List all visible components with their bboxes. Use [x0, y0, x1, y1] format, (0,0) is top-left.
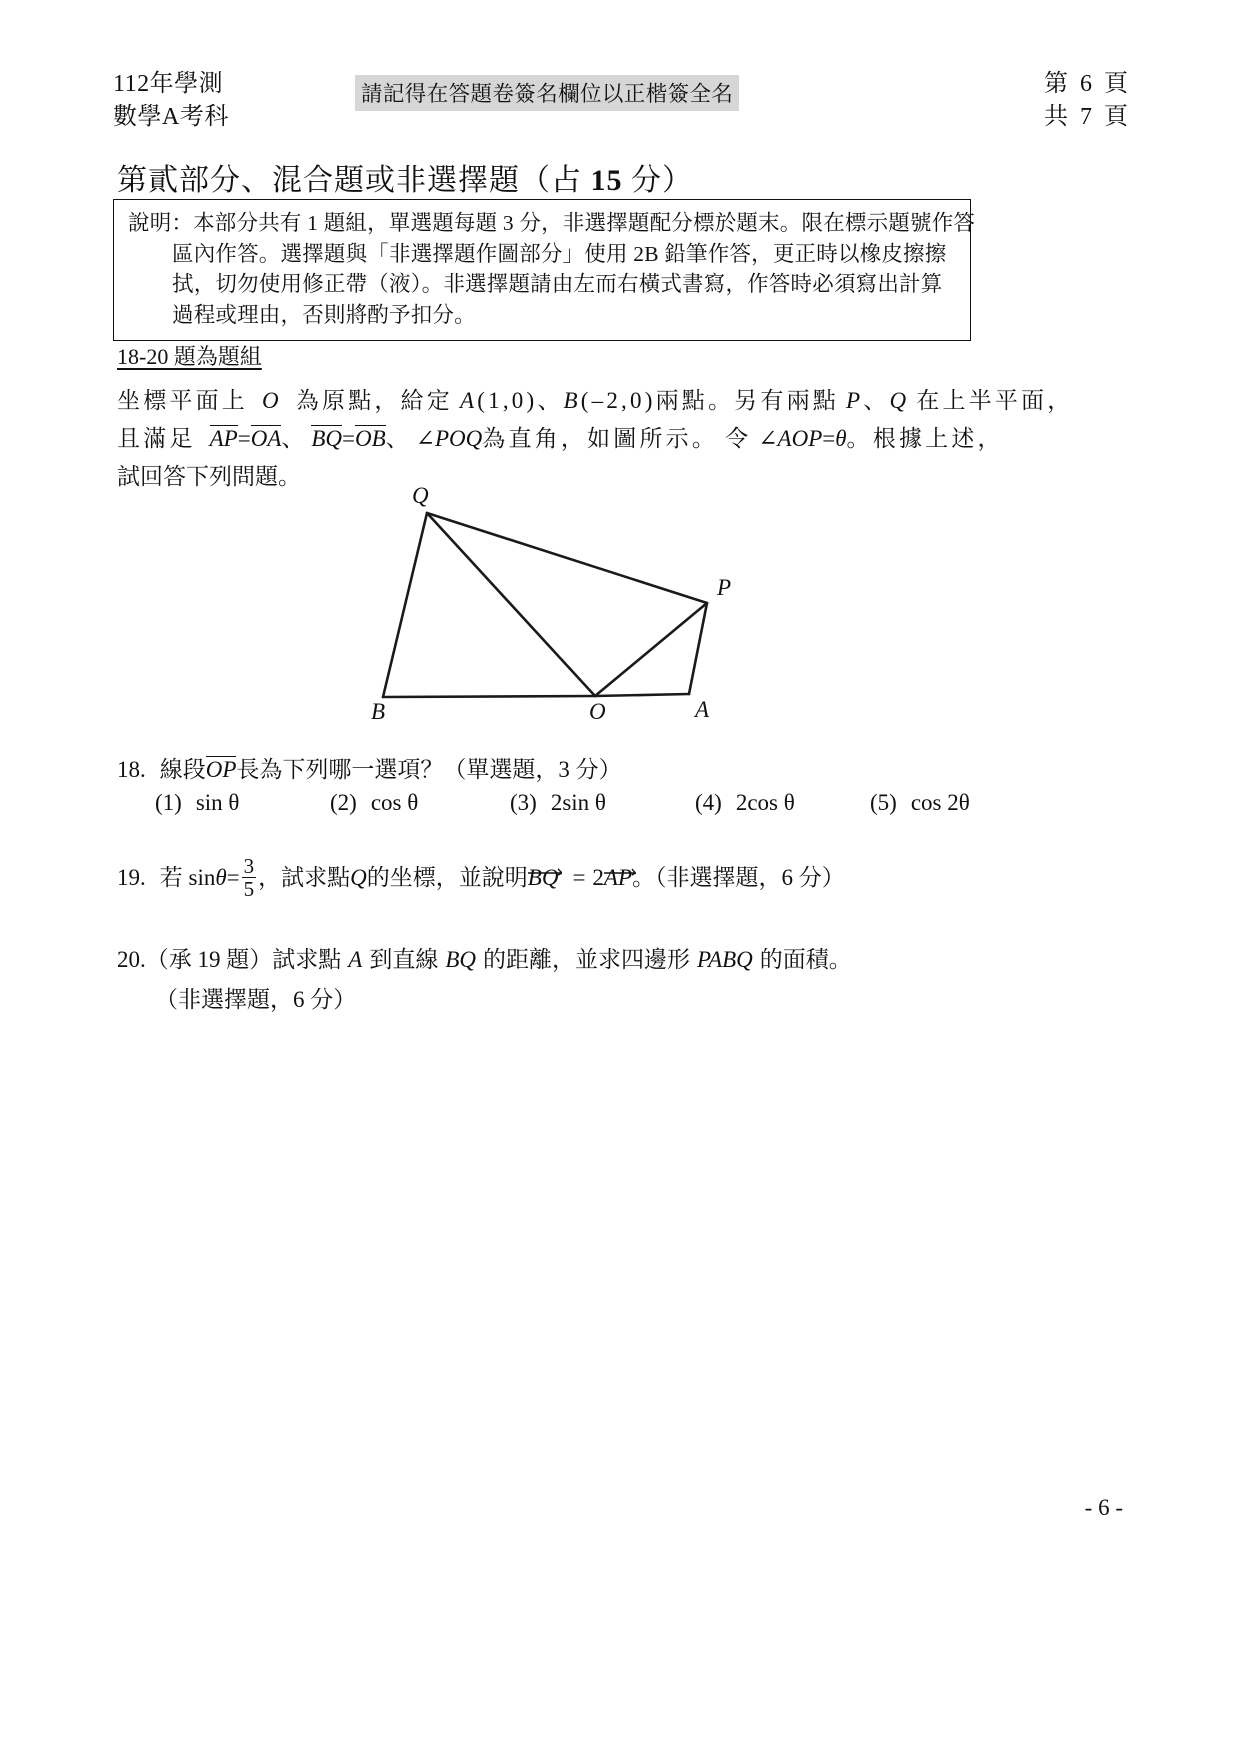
- quadrilateral-PABQ: PABQ: [696, 947, 753, 972]
- question-text: （承 19 題）試求點: [145, 947, 342, 972]
- equals-sign: =: [822, 426, 836, 451]
- separator: 、: [863, 388, 890, 413]
- instruction-line: 拭，切勿使用修正帶（液）。非選擇題請由左而右橫式書寫，作答時必須寫出計算: [172, 272, 943, 296]
- segment-OA: OA: [250, 426, 282, 451]
- page-counter: [1044, 68, 1128, 134]
- question-group-heading: 18-20 題為題組: [117, 344, 262, 369]
- vector-AP: [604, 856, 632, 898]
- page-header: [113, 68, 1128, 148]
- exam-identity: [113, 68, 229, 134]
- question-number: 20.: [117, 947, 146, 972]
- segment-OB: OB: [355, 426, 386, 451]
- section-title: [117, 155, 693, 199]
- vector-BQ-label: BQ: [527, 865, 559, 890]
- point-A-coords: (1,0): [477, 388, 538, 413]
- page-label: 第: [1044, 71, 1068, 97]
- figure-label-P: P: [717, 575, 732, 600]
- instruction-line: 說明：本部分共有 1 題組，單選題每題 3 分，非選擇題配分標於題末。限在標示題號作答: [128, 211, 976, 235]
- separator: 、: [537, 388, 564, 413]
- figure-label-B: B: [371, 699, 386, 724]
- point-A: A: [348, 947, 363, 972]
- section-title-suffix: 分）: [622, 164, 693, 197]
- current-page-line: [1044, 68, 1128, 101]
- equals-sign: =: [237, 426, 251, 451]
- segment-OP: OP: [205, 757, 237, 782]
- vector-arrow-icon: [528, 849, 563, 857]
- point-A: A: [460, 388, 478, 413]
- question-20-text: [117, 940, 1017, 980]
- statement-text: 為直角，如圖所示。: [482, 426, 719, 451]
- question-20: [117, 940, 1017, 1020]
- vector-arrow-icon: [604, 849, 636, 857]
- option-number: (2): [330, 790, 357, 815]
- angle-AOP: ∠AOP: [758, 426, 823, 451]
- total-unit: 頁: [1104, 104, 1128, 130]
- option-number: (5): [870, 790, 897, 815]
- page-unit: 頁: [1104, 71, 1128, 97]
- figure-label-O: O: [589, 699, 606, 724]
- statement-line-3: 試回答下列問題。: [117, 464, 301, 489]
- instruction-line: 過程或理由，否則將酌予扣分。: [172, 302, 476, 327]
- option-number: (4): [695, 790, 722, 815]
- question-text: 長為下列哪一選項？（單選題，3 分）: [236, 757, 622, 782]
- segment-BQ: BQ: [311, 426, 343, 451]
- question-18-text: [117, 750, 1017, 790]
- separator: 、: [385, 426, 409, 451]
- question-number: 19.: [117, 865, 146, 890]
- instruction-line: 區內作答。選擇題與「非選擇題作圖部分」使用 2B 鉛筆作答，更正時以橡皮擦擦: [172, 241, 947, 266]
- coefficient: 2: [592, 865, 604, 890]
- option-number: (3): [510, 790, 537, 815]
- question-19: [117, 855, 1017, 900]
- theta-symbol: θ: [215, 865, 227, 890]
- question-text: 到直線: [369, 947, 439, 972]
- question-text: 的距離，並求四邊形: [482, 947, 690, 972]
- fraction-numerator: 3: [243, 854, 255, 878]
- question-text: 若 sin: [159, 865, 216, 890]
- option-1[interactable]: [155, 790, 330, 816]
- page-number: 6: [1080, 71, 1092, 97]
- equals-sign: =: [572, 865, 586, 890]
- statement-text: 且滿足: [117, 426, 196, 451]
- fraction-three-fifths: [242, 855, 257, 900]
- option-value: 2sin θ: [550, 790, 606, 815]
- statement-line-1: [117, 382, 1074, 420]
- point-P: P: [845, 388, 864, 413]
- figure-edge-OA: [595, 694, 689, 696]
- angle-POQ: ∠POQ: [415, 426, 483, 451]
- option-4[interactable]: [695, 790, 870, 816]
- option-value: cos θ: [370, 790, 419, 815]
- statement-text: 。根據上述，: [846, 426, 1004, 451]
- point-B-coords: (–2,0): [580, 388, 656, 413]
- exam-subject-label: 數學A考科: [113, 104, 229, 130]
- instructions-box: [113, 199, 976, 341]
- option-value: sin θ: [195, 790, 240, 815]
- total-label: 共: [1044, 104, 1068, 130]
- point-B: B: [563, 388, 581, 413]
- section-title-score: 15: [590, 164, 623, 197]
- figure-edge-QB: [383, 513, 427, 697]
- statement-text: 為原點，給定: [295, 388, 454, 413]
- question-text: 的面積。: [759, 947, 852, 972]
- section-title-prefix: 第貳部分、混合題或非選擇題（占: [117, 164, 591, 197]
- question-text: 的坐標，並說明: [366, 865, 528, 890]
- problem-statement: [117, 382, 1074, 496]
- option-2[interactable]: [330, 790, 510, 816]
- total-number: 7: [1080, 104, 1092, 130]
- question-text: 。（非選擇題，6 分）: [632, 865, 845, 890]
- figure-label-A: A: [695, 697, 710, 722]
- option-number: (1): [155, 790, 182, 815]
- signature-notice: 請記得在答題卷簽名欄位以正楷簽全名: [355, 75, 739, 111]
- option-value: cos 2θ: [910, 790, 970, 815]
- question-20-subnote: （非選擇題，6 分）: [155, 987, 357, 1012]
- statement-text: 兩點。另有兩點: [655, 388, 839, 413]
- statement-text: 令: [725, 426, 752, 451]
- vector-AP-label: AP: [603, 865, 633, 890]
- geometry-figure: [355, 485, 775, 725]
- option-value: 2cos θ: [735, 790, 795, 815]
- point-Q: Q: [350, 865, 367, 890]
- question-18-options: [155, 790, 1015, 816]
- question-number: 18.: [117, 757, 146, 782]
- line-BQ: BQ: [445, 947, 476, 972]
- theta-symbol: θ: [835, 426, 847, 451]
- question-18: [117, 750, 1017, 790]
- figure-label-Q: Q: [412, 483, 429, 508]
- question-text: 線段: [159, 757, 206, 782]
- equals-sign: =: [342, 426, 356, 451]
- figure-edge-BO: [383, 696, 595, 697]
- exam-year-label: 112年學測: [113, 71, 224, 97]
- statement-text: 坐標平面上: [117, 388, 248, 413]
- separator: 、: [281, 426, 305, 451]
- total-page-line: [1044, 101, 1128, 134]
- page-footer: - 6 -: [1084, 1495, 1123, 1520]
- equals-sign: =: [226, 865, 240, 890]
- vector-BQ: [528, 856, 559, 898]
- fraction-denominator: 5: [243, 877, 255, 901]
- question-text: ，試求點: [258, 865, 351, 890]
- statement-text: 在上半平面，: [916, 388, 1074, 413]
- option-3[interactable]: [510, 790, 695, 816]
- figure-svg: [355, 485, 775, 725]
- point-Q: Q: [889, 388, 910, 413]
- question-19-text: [117, 855, 1017, 900]
- point-O: O: [262, 388, 282, 413]
- statement-line-2: [117, 420, 1004, 458]
- option-5[interactable]: [870, 790, 970, 816]
- segment-AP: AP: [209, 426, 238, 451]
